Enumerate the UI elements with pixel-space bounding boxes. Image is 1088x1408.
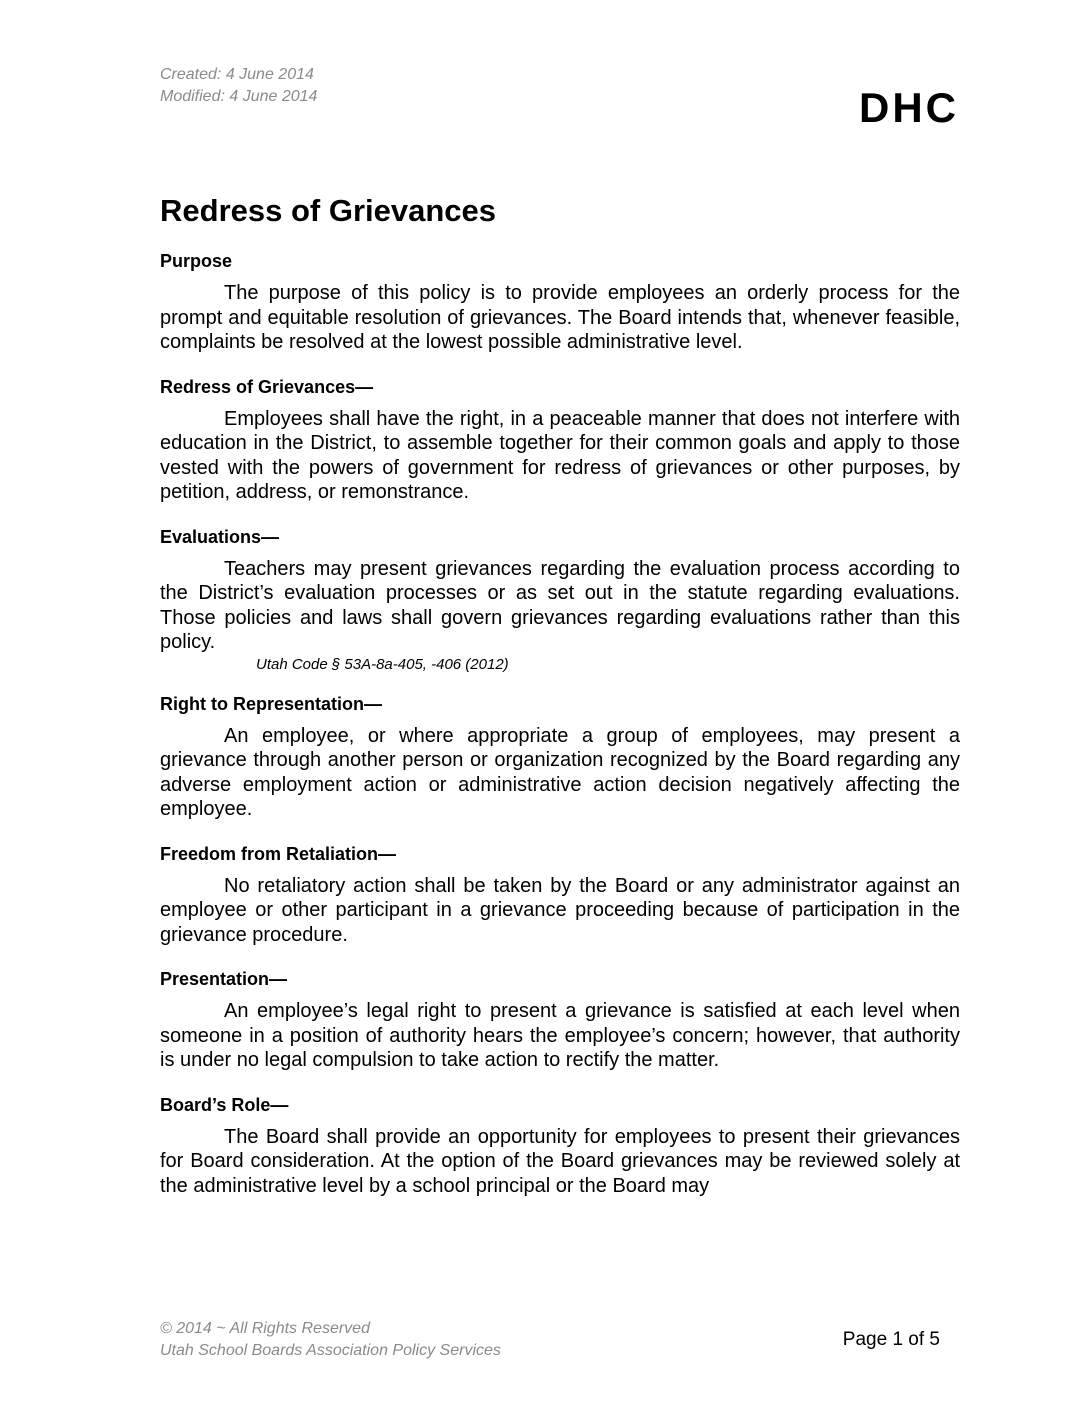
section-evaluations bbox=[160, 524, 960, 675]
section-presentation bbox=[160, 966, 960, 1073]
created-date: Created: 4 June 2014 bbox=[160, 66, 314, 83]
section-board-role bbox=[160, 1092, 960, 1199]
section-heading: Freedom from Retaliation— bbox=[160, 843, 397, 864]
copyright-text: © 2014 ~ All Rights Reserved bbox=[160, 1320, 370, 1337]
section-text: Employees shall have the right, in a peaceable manner that does not interfere with education in the District, to assemble together for their common goals and apply to those vested with the powers of government for redress of grievances or other purposes, by petition, address, or remonstrance. bbox=[160, 407, 960, 503]
section-redress bbox=[160, 374, 960, 505]
section-heading: Board’s Role— bbox=[160, 1094, 289, 1115]
section-heading: Presentation— bbox=[160, 969, 288, 989]
page-number: Page 1 of 5 bbox=[842, 1329, 940, 1350]
section-heading: Purpose bbox=[160, 251, 233, 271]
document-meta bbox=[160, 64, 317, 108]
modified-date: Modified: 4 June 2014 bbox=[160, 88, 318, 105]
section-heading: Evaluations— bbox=[160, 526, 280, 547]
footer-copyright bbox=[160, 1318, 501, 1362]
policy-code: DHC bbox=[859, 84, 959, 131]
section-text: The Board shall provide an opportunity for employees to present their grievances for Board consideration. At the option of the Board grievances may be reviewed solely at the administrative level by a school principal or the Board may bbox=[160, 1125, 960, 1197]
section-representation bbox=[160, 691, 960, 822]
organization-name: Utah School Boards Association Policy Services bbox=[160, 1342, 501, 1359]
page-title: Redress of Grievances bbox=[160, 193, 497, 228]
section-text: The purpose of this policy is to provide employees an orderly process for the prompt and equitable resolution of grievances. The Board intends that, whenever feasible, complaints be resolved at the lowest possible administrative level. bbox=[160, 282, 960, 353]
section-heading: Redress of Grievances— bbox=[160, 376, 374, 397]
policy-body bbox=[160, 248, 960, 1198]
section-text: No retaliatory action shall be taken by the Board or any administrator against an employee or other participant in a grievance proceeding because of participation in the grievance procedure. bbox=[160, 874, 960, 946]
section-text: Teachers may present grievances regarding the evaluation process according to the District’s evaluation processes or as set out in the statute regarding evaluations. Those policies and laws shall govern grievances regarding evaluations rather than this policy. bbox=[160, 557, 960, 653]
legal-citation: Utah Code § 53A-8a-405, -406 (2012) bbox=[256, 655, 509, 673]
section-purpose bbox=[160, 248, 960, 355]
section-text: An employee’s legal right to present a grievance is satisfied at each level when someone in a position of authority hears the employee’s concern; however, that authority is under no legal compulsion to take action to rectify the matter. bbox=[160, 1000, 960, 1071]
section-heading: Right to Representation— bbox=[160, 693, 383, 714]
section-text: An employee, or where appropriate a group of employees, may present a grievance through another person or organization recognized by the Board regarding any adverse employment action or administrative action decision negatively affecting the employee. bbox=[160, 724, 960, 820]
section-retaliation bbox=[160, 841, 960, 948]
